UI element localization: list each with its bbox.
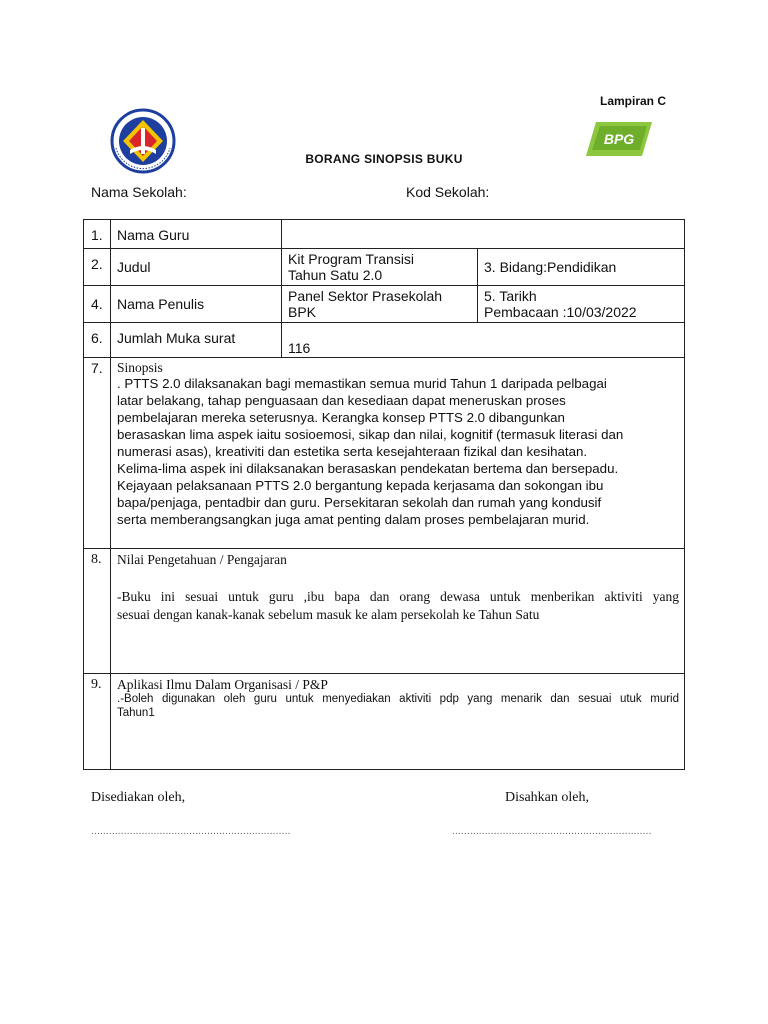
- row-8-number: 8.: [84, 549, 111, 674]
- lampiran-label: Lampiran C: [600, 94, 667, 108]
- nilai-line-2: sesuai dengan kanak-kanak sebelum masuk ke alam persekolah ke Tahun Satu: [117, 607, 540, 622]
- kod-sekolah-label: Kod Sekolah:: [406, 184, 490, 200]
- nama-guru-label: Nama Guru: [111, 220, 282, 249]
- nama-sekolah-label: Nama Sekolah:: [91, 184, 187, 200]
- judul-label: Judul: [111, 249, 282, 286]
- nama-guru-value: [282, 220, 685, 249]
- bpg-logo-text: BPG: [603, 131, 635, 147]
- sinopsis-line: . PTTS 2.0 dilaksanakan bagi memastikan semua murid Tahun 1 daripada pelbagai: [117, 376, 607, 391]
- row-1-number: 1.: [84, 220, 111, 249]
- tarikh-line-2: Pembacaan :10/03/2022: [484, 304, 637, 320]
- nama-penulis-label: Nama Penulis: [111, 286, 282, 323]
- judul-value-line-2: Tahun Satu 2.0: [288, 267, 383, 283]
- nama-penulis-line-1: Panel Sektor Prasekolah: [288, 288, 443, 304]
- row-2-number: 2.: [84, 249, 111, 286]
- sinopsis-line: berasaskan lima aspek iaitu sosioemosi, sikap dan nilai, kognitif (termasuk literasi dan: [117, 427, 624, 442]
- signature-line-left: ...................................................................: [91, 826, 291, 837]
- tarikh-line-1: 5. Tarikh: [484, 288, 537, 304]
- disahkan-oleh-label: Disahkan oleh,: [505, 790, 589, 805]
- nama-penulis-value: [282, 286, 478, 323]
- signature-line-right: ...................................................................: [452, 826, 652, 837]
- sinopsis-body: [117, 375, 681, 528]
- nilai-pengetahuan-cell: [111, 549, 685, 674]
- aplikasi-ilmu-heading: Aplikasi Ilmu Dalam Organisasi / P&P: [117, 677, 328, 692]
- aplikasi-line-1: .-Boleh digunakan oleh guru untuk menyediakan aktiviti pdp yang menarik dan sesuai utuk murid: [117, 693, 679, 705]
- judul-value-line-1: Kit Program Transisi: [288, 251, 415, 267]
- sinopsis-line: Kelima-lima aspek ini dilaksanakan berasaskan pendekatan bertema dan bersepadu.: [117, 461, 619, 476]
- sinopsis-line: numerasi asas), kreativiti dan estetika serta kesejahteraan fizikal dan kesihatan.: [117, 444, 588, 459]
- row-6-number: 6.: [84, 323, 111, 358]
- sinopsis-line: latar belakang, tahap penguasaan dan kesediaan dapat meneruskan proses: [117, 393, 566, 408]
- disediakan-oleh-label: Disediakan oleh,: [91, 790, 186, 805]
- judul-value: [282, 249, 478, 286]
- aplikasi-ilmu-cell: [111, 674, 685, 770]
- nama-penulis-line-2: BPK: [288, 304, 317, 320]
- sinopsis-line: bapa/penjaga, pentadbir dan guru. Persekitaran sekolah dan rumah yang kondusif: [117, 495, 602, 510]
- form-title: BORANG SINOPSIS BUKU: [305, 152, 463, 166]
- sinopsis-line: pembelajaran mereka seterusnya. Kerangka konsep PTTS 2.0 dibangunkan: [117, 410, 565, 425]
- nilai-pengetahuan-heading: Nilai Pengetahuan / Pengajaran: [117, 552, 287, 567]
- row-9-number: 9.: [84, 674, 111, 770]
- nilai-line-1: -Buku ini sesuai untuk guru ,ibu bapa dan orang dewasa untuk menberikan aktiviti yang: [117, 589, 679, 604]
- row-7-number: 7.: [84, 358, 111, 549]
- jumlah-muka-surat-value: 116: [282, 323, 685, 358]
- sinopsis-line: serta memberangsangkan juga amat penting dalam proses pembelajaran murid.: [117, 512, 590, 527]
- jumlah-muka-surat-label: Jumlah Muka surat: [111, 323, 282, 358]
- tarikh-pembacaan-field: [478, 286, 685, 323]
- bidang-field: 3. Bidang:Pendidikan: [478, 249, 685, 286]
- sinopsis-cell: [111, 358, 685, 549]
- aplikasi-line-2: Tahun1: [117, 707, 155, 719]
- row-4-number: 4.: [84, 286, 111, 323]
- synopsis-form-table: [83, 219, 685, 770]
- sinopsis-line: Kejayaan pelaksanaan PTTS 2.0 bergantung kepada kerjasama dan sokongan ibu: [117, 478, 604, 493]
- sinopsis-heading: Sinopsis: [117, 360, 163, 375]
